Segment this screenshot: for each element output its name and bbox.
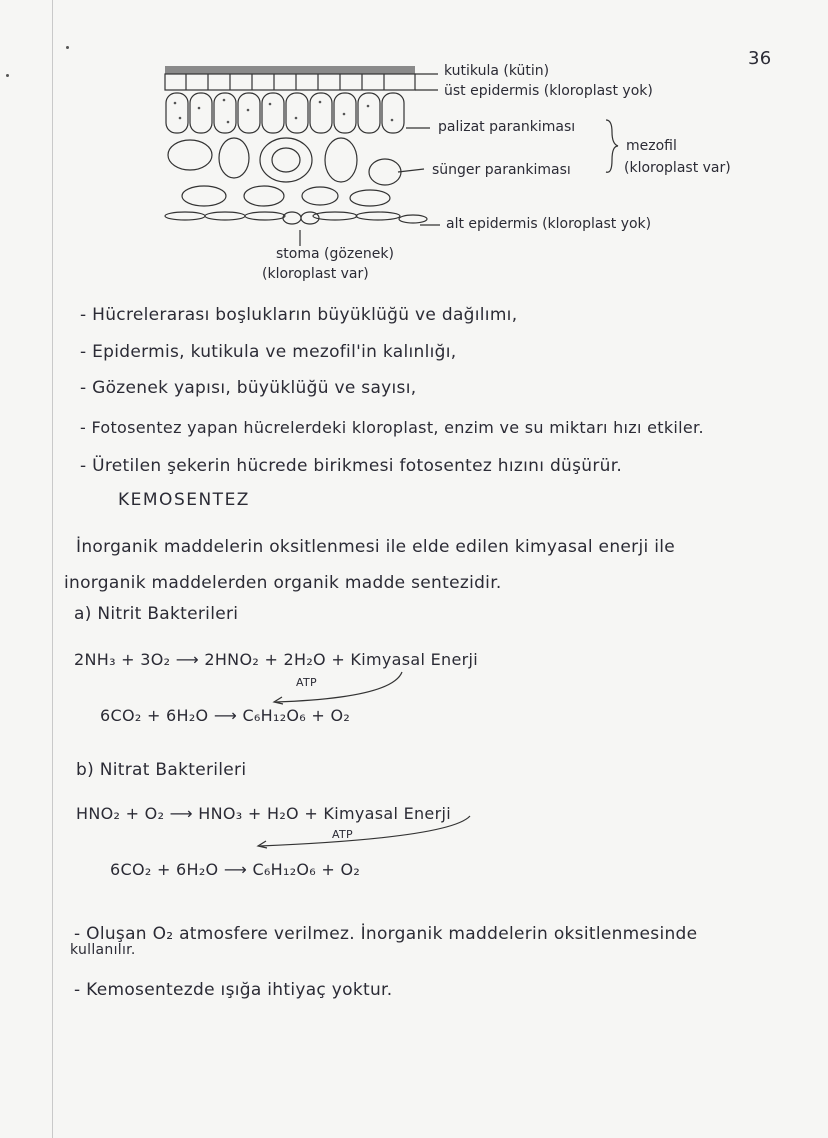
label-sunger: sünger parankiması — [432, 162, 571, 178]
section-a-title: a) Nitrit Bakterileri — [74, 604, 239, 624]
label-stoma-note: (kloroplast var) — [262, 266, 369, 282]
section-b-atp: ATP — [332, 828, 353, 841]
factor-line: - Hücrelerarası boşlukların büyüklüğü ve dağılımı, — [80, 305, 518, 325]
note-line: kullanılır. — [70, 942, 136, 958]
label-kutikula: kutikula (kütin) — [444, 63, 550, 79]
section-b-equation-2: 6CO₂ + 6H₂O ⟶ C₆H₁₂O₆ + O₂ — [110, 860, 361, 879]
section-heading: KEMOSENTEZ — [118, 490, 250, 510]
definition-line: İnorganik maddelerin oksitlenmesi ile elde edilen kimyasal enerji ile — [76, 537, 675, 557]
definition-line: inorganik maddelerden organik madde sentezidir. — [64, 573, 502, 593]
note-line: - Oluşan O₂ atmosfere verilmez. İnorganik maddelerin oksitlenmesinde — [74, 924, 698, 944]
section-b-equation-1: HNO₂ + O₂ ⟶ HNO₃ + H₂O + Kimyasal Enerji — [76, 804, 451, 823]
section-a-equation-2: 6CO₂ + 6H₂O ⟶ C₆H₁₂O₆ + O₂ — [100, 706, 351, 725]
page-number: 36 — [748, 48, 772, 69]
label-mezofil: mezofil — [626, 138, 677, 154]
section-b-title: b) Nitrat Bakterileri — [76, 760, 247, 780]
factor-line: - Epidermis, kutikula ve mezofil'in kalınlığı, — [80, 342, 457, 362]
note-line: - Kemosentezde ışığa ihtiyaç yoktur. — [74, 980, 393, 1000]
section-a-equation-1: 2NH₃ + 3O₂ ⟶ 2HNO₂ + 2H₂O + Kimyasal Enerji — [74, 650, 478, 669]
label-mezofil-note: (kloroplast var) — [624, 160, 731, 176]
label-ust-epidermis: üst epidermis (kloroplast yok) — [444, 83, 653, 99]
section-a-atp: ATP — [296, 676, 317, 689]
factor-line: - Gözenek yapısı, büyüklüğü ve sayısı, — [80, 378, 417, 398]
label-alt-epidermis: alt epidermis (kloroplast yok) — [446, 216, 652, 232]
label-palizat: palizat parankiması — [438, 119, 576, 135]
label-stoma: stoma (gözenek) — [276, 246, 394, 262]
factor-line: - Fotosentez yapan hücrelerdeki kloroplast, enzim ve su miktarı hızı etkiler. — [80, 418, 704, 437]
factor-line: - Üretilen şekerin hücrede birikmesi fotosentez hızını düşürür. — [80, 456, 623, 476]
